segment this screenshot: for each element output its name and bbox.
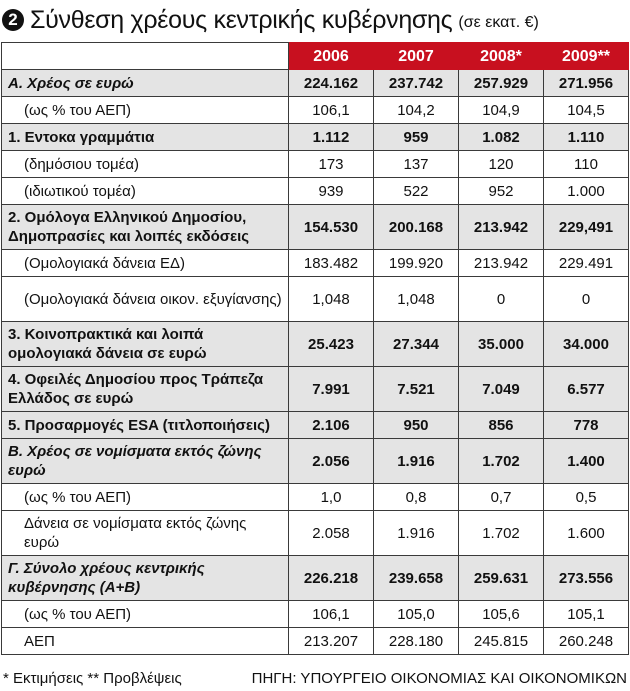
row-label: Α. Χρέος σε ευρώ <box>2 70 289 97</box>
cell-value: 154.530 <box>289 205 374 250</box>
cell-value: 6.577 <box>544 367 629 412</box>
cell-value: 213.942 <box>459 250 544 277</box>
cell-value: 7.049 <box>459 367 544 412</box>
row-label: 1. Εντοκα γραμμάτια <box>2 124 289 151</box>
cell-value: 1,048 <box>289 277 374 322</box>
cell-value: 952 <box>459 178 544 205</box>
table-row <box>2 628 629 655</box>
row-label: 3. Κοινοπρακτικά και λοιπά ομολογιακά δάνεια σε ευρώ <box>2 322 289 367</box>
table-row <box>2 97 629 124</box>
cell-value: 34.000 <box>544 322 629 367</box>
row-label: Β. Χρέος σε νομίσματα εκτός ζώνης ευρώ <box>2 439 289 484</box>
cell-value: 1,0 <box>289 484 374 511</box>
cell-value: 1.916 <box>374 439 459 484</box>
cell-value: 1.702 <box>459 439 544 484</box>
table-row <box>2 439 629 484</box>
cell-value: 183.482 <box>289 250 374 277</box>
row-label: (δημόσιου τομέα) <box>2 151 289 178</box>
cell-value: 229,491 <box>544 205 629 250</box>
row-label: 2. Ομόλογα Ελληνικού Δημοσίου, Δημοπρασίες και λοιπές εκδόσεις <box>2 205 289 250</box>
cell-value: 2.058 <box>289 511 374 556</box>
cell-value: 104,5 <box>544 97 629 124</box>
cell-value: 137 <box>374 151 459 178</box>
cell-value: 25.423 <box>289 322 374 367</box>
cell-value: 1.702 <box>459 511 544 556</box>
cell-value: 0,8 <box>374 484 459 511</box>
cell-value: 237.742 <box>374 70 459 97</box>
cell-value: 260.248 <box>544 628 629 655</box>
cell-value: 856 <box>459 412 544 439</box>
cell-value: 271.956 <box>544 70 629 97</box>
table-row <box>2 250 629 277</box>
table-row <box>2 277 629 322</box>
cell-value: 199.920 <box>374 250 459 277</box>
cell-value: 1.400 <box>544 439 629 484</box>
cell-value: 105,0 <box>374 601 459 628</box>
table-row <box>2 556 629 601</box>
cell-value: 213.942 <box>459 205 544 250</box>
table-row <box>2 205 629 250</box>
cell-value: 0 <box>544 277 629 322</box>
table-row <box>2 601 629 628</box>
cell-value: 27.344 <box>374 322 459 367</box>
row-label: ΑΕΠ <box>2 628 289 655</box>
cell-value: 257.929 <box>459 70 544 97</box>
row-label: Γ. Σύνολο χρέους κεντρικής κυβέρνησης (Α+Β) <box>2 556 289 601</box>
header-row <box>2 43 629 70</box>
cell-value: 110 <box>544 151 629 178</box>
debt-composition-table <box>1 42 629 655</box>
row-label: (Ομολογιακά δάνεια οικον. εξυγίανσης) <box>2 277 289 322</box>
cell-value: 1.600 <box>544 511 629 556</box>
cell-value: 106,1 <box>289 97 374 124</box>
cell-value: 104,2 <box>374 97 459 124</box>
table-row <box>2 367 629 412</box>
row-label: (ιδιωτικού τομέα) <box>2 178 289 205</box>
cell-value: 0 <box>459 277 544 322</box>
cell-value: 950 <box>374 412 459 439</box>
cell-value: 104,9 <box>459 97 544 124</box>
cell-value: 105,6 <box>459 601 544 628</box>
cell-value: 224.162 <box>289 70 374 97</box>
cell-value: 939 <box>289 178 374 205</box>
col-header-2007: 2007 <box>374 43 459 70</box>
cell-value: 105,1 <box>544 601 629 628</box>
row-label: (ως % του ΑΕΠ) <box>2 484 289 511</box>
table-title: Σύνθεση χρέους κεντρικής κυβέρνησης <box>30 5 453 34</box>
cell-value: 213.207 <box>289 628 374 655</box>
row-label: 5. Προσαρμογές ESA (τιτλοποιήσεις) <box>2 412 289 439</box>
cell-value: 1.916 <box>374 511 459 556</box>
cell-value: 228.180 <box>374 628 459 655</box>
cell-value: 0,5 <box>544 484 629 511</box>
cell-value: 1.082 <box>459 124 544 151</box>
cell-value: 106,1 <box>289 601 374 628</box>
cell-value: 522 <box>374 178 459 205</box>
cell-value: 7.521 <box>374 367 459 412</box>
cell-value: 35.000 <box>459 322 544 367</box>
table-row <box>2 70 629 97</box>
cell-value: 959 <box>374 124 459 151</box>
col-header-2008: 2008* <box>459 43 544 70</box>
cell-value: 2.056 <box>289 439 374 484</box>
footnote-estimates: * Εκτιμήσεις ** Προβλέψεις <box>3 670 182 687</box>
row-label: (ως % του ΑΕΠ) <box>2 97 289 124</box>
cell-value: 7.991 <box>289 367 374 412</box>
cell-value: 173 <box>289 151 374 178</box>
cell-value: 226.218 <box>289 556 374 601</box>
cell-value: 120 <box>459 151 544 178</box>
footer <box>3 670 627 687</box>
cell-value: 2.106 <box>289 412 374 439</box>
table-row <box>2 511 629 556</box>
cell-value: 259.631 <box>459 556 544 601</box>
figure-number-badge: 2 <box>2 9 24 31</box>
cell-value: 273.556 <box>544 556 629 601</box>
cell-value: 200.168 <box>374 205 459 250</box>
row-label: (Ομολογιακά δάνεια ΕΔ) <box>2 250 289 277</box>
cell-value: 229.491 <box>544 250 629 277</box>
row-label: 4. Οφειλές Δημοσίου προς Τράπεζα Ελλάδος σε ευρώ <box>2 367 289 412</box>
col-header-2006: 2006 <box>289 43 374 70</box>
table-row <box>2 178 629 205</box>
source-note: ΠΗΓΗ: ΥΠΟΥΡΓΕΙΟ ΟΙΚΟΝΟΜΙΑΣ ΚΑΙ ΟΙΚΟΝΟΜΙΚΩΝ <box>251 670 627 687</box>
cell-value: 0,7 <box>459 484 544 511</box>
cell-value: 1.112 <box>289 124 374 151</box>
table-row <box>2 322 629 367</box>
table-row <box>2 412 629 439</box>
col-header-2009: 2009** <box>544 43 629 70</box>
table-unit: (σε εκατ. €) <box>458 14 539 31</box>
row-label: Δάνεια σε νομίσματα εκτός ζώνης ευρώ <box>2 511 289 556</box>
title-bar <box>0 0 630 40</box>
cell-value: 245.815 <box>459 628 544 655</box>
row-label: (ως % του ΑΕΠ) <box>2 601 289 628</box>
cell-value: 778 <box>544 412 629 439</box>
cell-value: 239.658 <box>374 556 459 601</box>
table-row <box>2 484 629 511</box>
table-row <box>2 151 629 178</box>
cell-value: 1.110 <box>544 124 629 151</box>
cell-value: 1,048 <box>374 277 459 322</box>
cell-value: 1.000 <box>544 178 629 205</box>
table-row <box>2 124 629 151</box>
header-corner <box>2 43 289 70</box>
